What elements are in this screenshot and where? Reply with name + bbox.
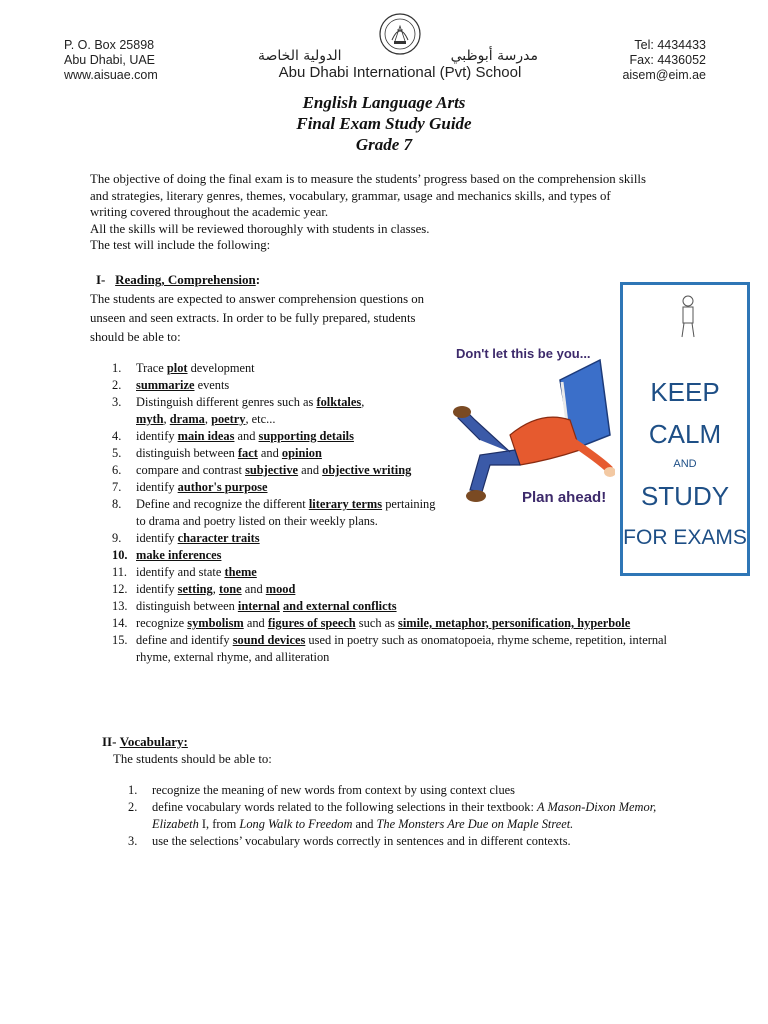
title-grade: Grade 7 [355,135,413,154]
list-item: 10. make inferences [112,548,222,562]
list-item: 3. Distinguish different genres such as folktales, myth, drama, poetry, etc... [112,395,365,426]
list-item: 2. summarize events [112,378,230,392]
section-1-title: Reading, Comprehension [115,272,256,287]
list-item: 12. identify setting, tone and mood [112,582,296,596]
student-figure-icon [678,293,698,341]
cartoon-caption-bottom: Plan ahead! [522,489,607,506]
cartoon-student-illustration [450,340,615,525]
letterhead-logo-block [250,12,550,81]
list-item: 6. compare and contrast subjective and objective writing [112,463,412,477]
list-item: 4. identify main ideas and supporting details [112,429,354,443]
list-item: 7. identify author's purpose [112,480,268,494]
letterhead-address [64,38,158,83]
tel: Tel: 4434433 [634,38,706,52]
list-item: 8. Define and recognize the different literary terms pertaining to drama and poetry listed on their weekly plans. [112,497,436,528]
list-item: 1. recognize the meaning of new words from context by using context clues [128,783,516,797]
poster-and: AND [673,458,697,470]
section-1-description: The students are expected to answer comprehension questions on unseen and seen extracts. In order to be fully prepared, students should be able to: [90,292,425,344]
section-2-numeral: II- [102,734,117,749]
section-2-title: Vocabulary: [119,734,188,749]
city: Abu Dhabi, UAE [64,53,156,67]
shoe-shape-2 [466,490,486,502]
arabic-name-right: مدرسة أبوظبي [450,48,538,64]
list-item: 11. identify and state theme [112,565,257,579]
poster-calm: CALM [648,419,722,449]
title-guide: Final Exam Study Guide [296,114,472,133]
list-item: 13. distinguish between internal and external conflicts [112,599,397,613]
list-item: 1. Trace plot development [112,361,255,375]
school-crest-icon [375,12,425,56]
section-1-numeral: I- [96,272,106,287]
arabic-name-left: الدولية الخاصة [258,48,342,64]
intro-paragraph-3: The test will include the following: [90,238,271,253]
fax: Fax: 4436052 [629,53,706,67]
cartoon-caption-top: Don't let this be you... [456,346,591,361]
list-item: 5. distinguish between fact and opinion [112,446,322,460]
poster-study: STUDY [640,481,730,511]
poster-keep: KEEP [650,377,720,407]
intro-paragraph-2: All the skills will be reviewed thoroughly with students in classes. [90,221,430,236]
letterhead-contact [622,38,706,83]
document-title [0,92,768,155]
list-item: 2. define vocabulary words related to the following selections in their textbook: A Mason-Dixon Memor, Elizabeth I, from Long Walk to Freedom and The Monsters Are Due on Maple Street. [128,800,657,831]
vocabulary-skills-list [128,782,658,850]
poster-for-exams: FOR EXAMS [623,526,747,549]
shoe-shape [453,406,471,418]
po-box: P. O. Box 25898 [64,38,155,52]
trouser-shape [470,450,520,492]
section-2-heading [102,734,188,750]
intro-paragraph-1: The objective of doing the final exam is to measure the students’ progress based on the comprehension skills and strategies, literary genres, themes, vocabulary, grammar, usage and mechanics skills, and types of writing covered throughout the academic year. [90,172,646,220]
list-item: 14. recognize symbolism and figures of speech such as simile, metaphor, personification, hyperbole [112,616,631,630]
section-2-description: The students should be able to: [113,752,272,766]
list-item: 3. use the selections’ vocabulary words correctly in sentences and in different contexts. [128,834,571,848]
arm-shape [570,440,610,470]
list-item: 15. define and identify sound devices used in poetry such as onomatopoeia, rhyme scheme, repetition, internal rhyme, external rhyme, and alliteration [112,633,667,664]
intro-text [90,171,650,254]
website: www.aisuae.com [64,68,158,82]
section-1-heading [96,272,260,288]
keep-calm-poster [620,282,750,576]
school-name: Abu Dhabi International (Pvt) School [278,64,522,81]
list-item: 9. identify character traits [112,531,260,545]
title-subject: English Language Arts [302,93,466,112]
section-1-colon: : [255,272,261,287]
email: aisem@eim.ae [622,68,706,82]
